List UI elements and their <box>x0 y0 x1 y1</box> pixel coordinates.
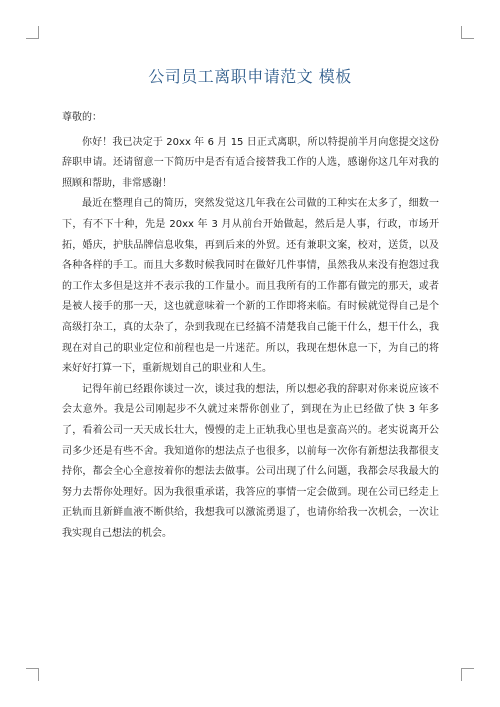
crop-mark-bottom-right <box>461 668 474 681</box>
salutation: 尊敬的： <box>62 112 102 123</box>
paragraph-1: 你好！我已决定于 20xx 年 6 月 15 日正式离职，所以特提前半月向您提交这份辞职申请。还请留意一下简历中是否有适合接替我工作的人选，感谢你这几年对我的照顾和帮助，非常感谢！ <box>62 136 439 189</box>
document-title: 公司员工离职申请范文 模板 <box>148 67 352 86</box>
crop-mark-top-left <box>26 26 39 39</box>
paragraph-3: 记得年前已经跟你谈过一次，谈过我的想法，所以想必我的辞职对你来说应该不会太意外。我是公司刚起步不久就过来帮你创业了，到现在为止已经做了快 3 年多了，看着公司一天天成长壮大，慢慢的走上正轨我心里也是蛮高兴的。老实说离开公司多少还是有些不舍。我知道你的想法点子也很多，以前每一次你有新想法我都很支持你，都会全心全意按着你的想法去做事。公司出现了什么问题，我都会尽我最大的努力去帮你处理好。因为我很重承诺，我答应的事情一定会做到。现在公司已经走上正轨而且新鲜血液不断供给，我想我可以激流勇退了，也请你给我一次机会，一次让我实现自己想法的机会。 <box>62 383 439 539</box>
crop-mark-top-right <box>461 26 474 39</box>
crop-mark-bottom-left <box>26 668 39 681</box>
document-body <box>62 108 439 544</box>
paragraph-2: 最近在整理自己的简历，突然发觉这几年我在公司做的工种实在太多了，细数一下，有不下十种，先是 20xx 年 3 月从前台开始做起，然后是人事，行政，市场开拓，婚庆，护肤品牌信息收集，再到后来的外贸。还有兼职文案，校对，送货，以及各种各样的手工。而且大多数时候我同时在做好几件事情，虽然我从来没有抱怨过我的工作太多但是这并不表示我的工作量小。而且我所有的工作都有做完的那天，或者是被人接手的那一天，这也就意味着一个新的工作即将来临。有时候就觉得自己是个高级打杂工，真的太杂了，杂到我现在已经搞不清楚我自己能干什么，想干什么，我现在对自己的职业定位和前程也是一片迷茫。所以，我现在想休息一下，为自己的将来好好打算一下，重新规划自己的职业和人生。 <box>62 198 439 375</box>
